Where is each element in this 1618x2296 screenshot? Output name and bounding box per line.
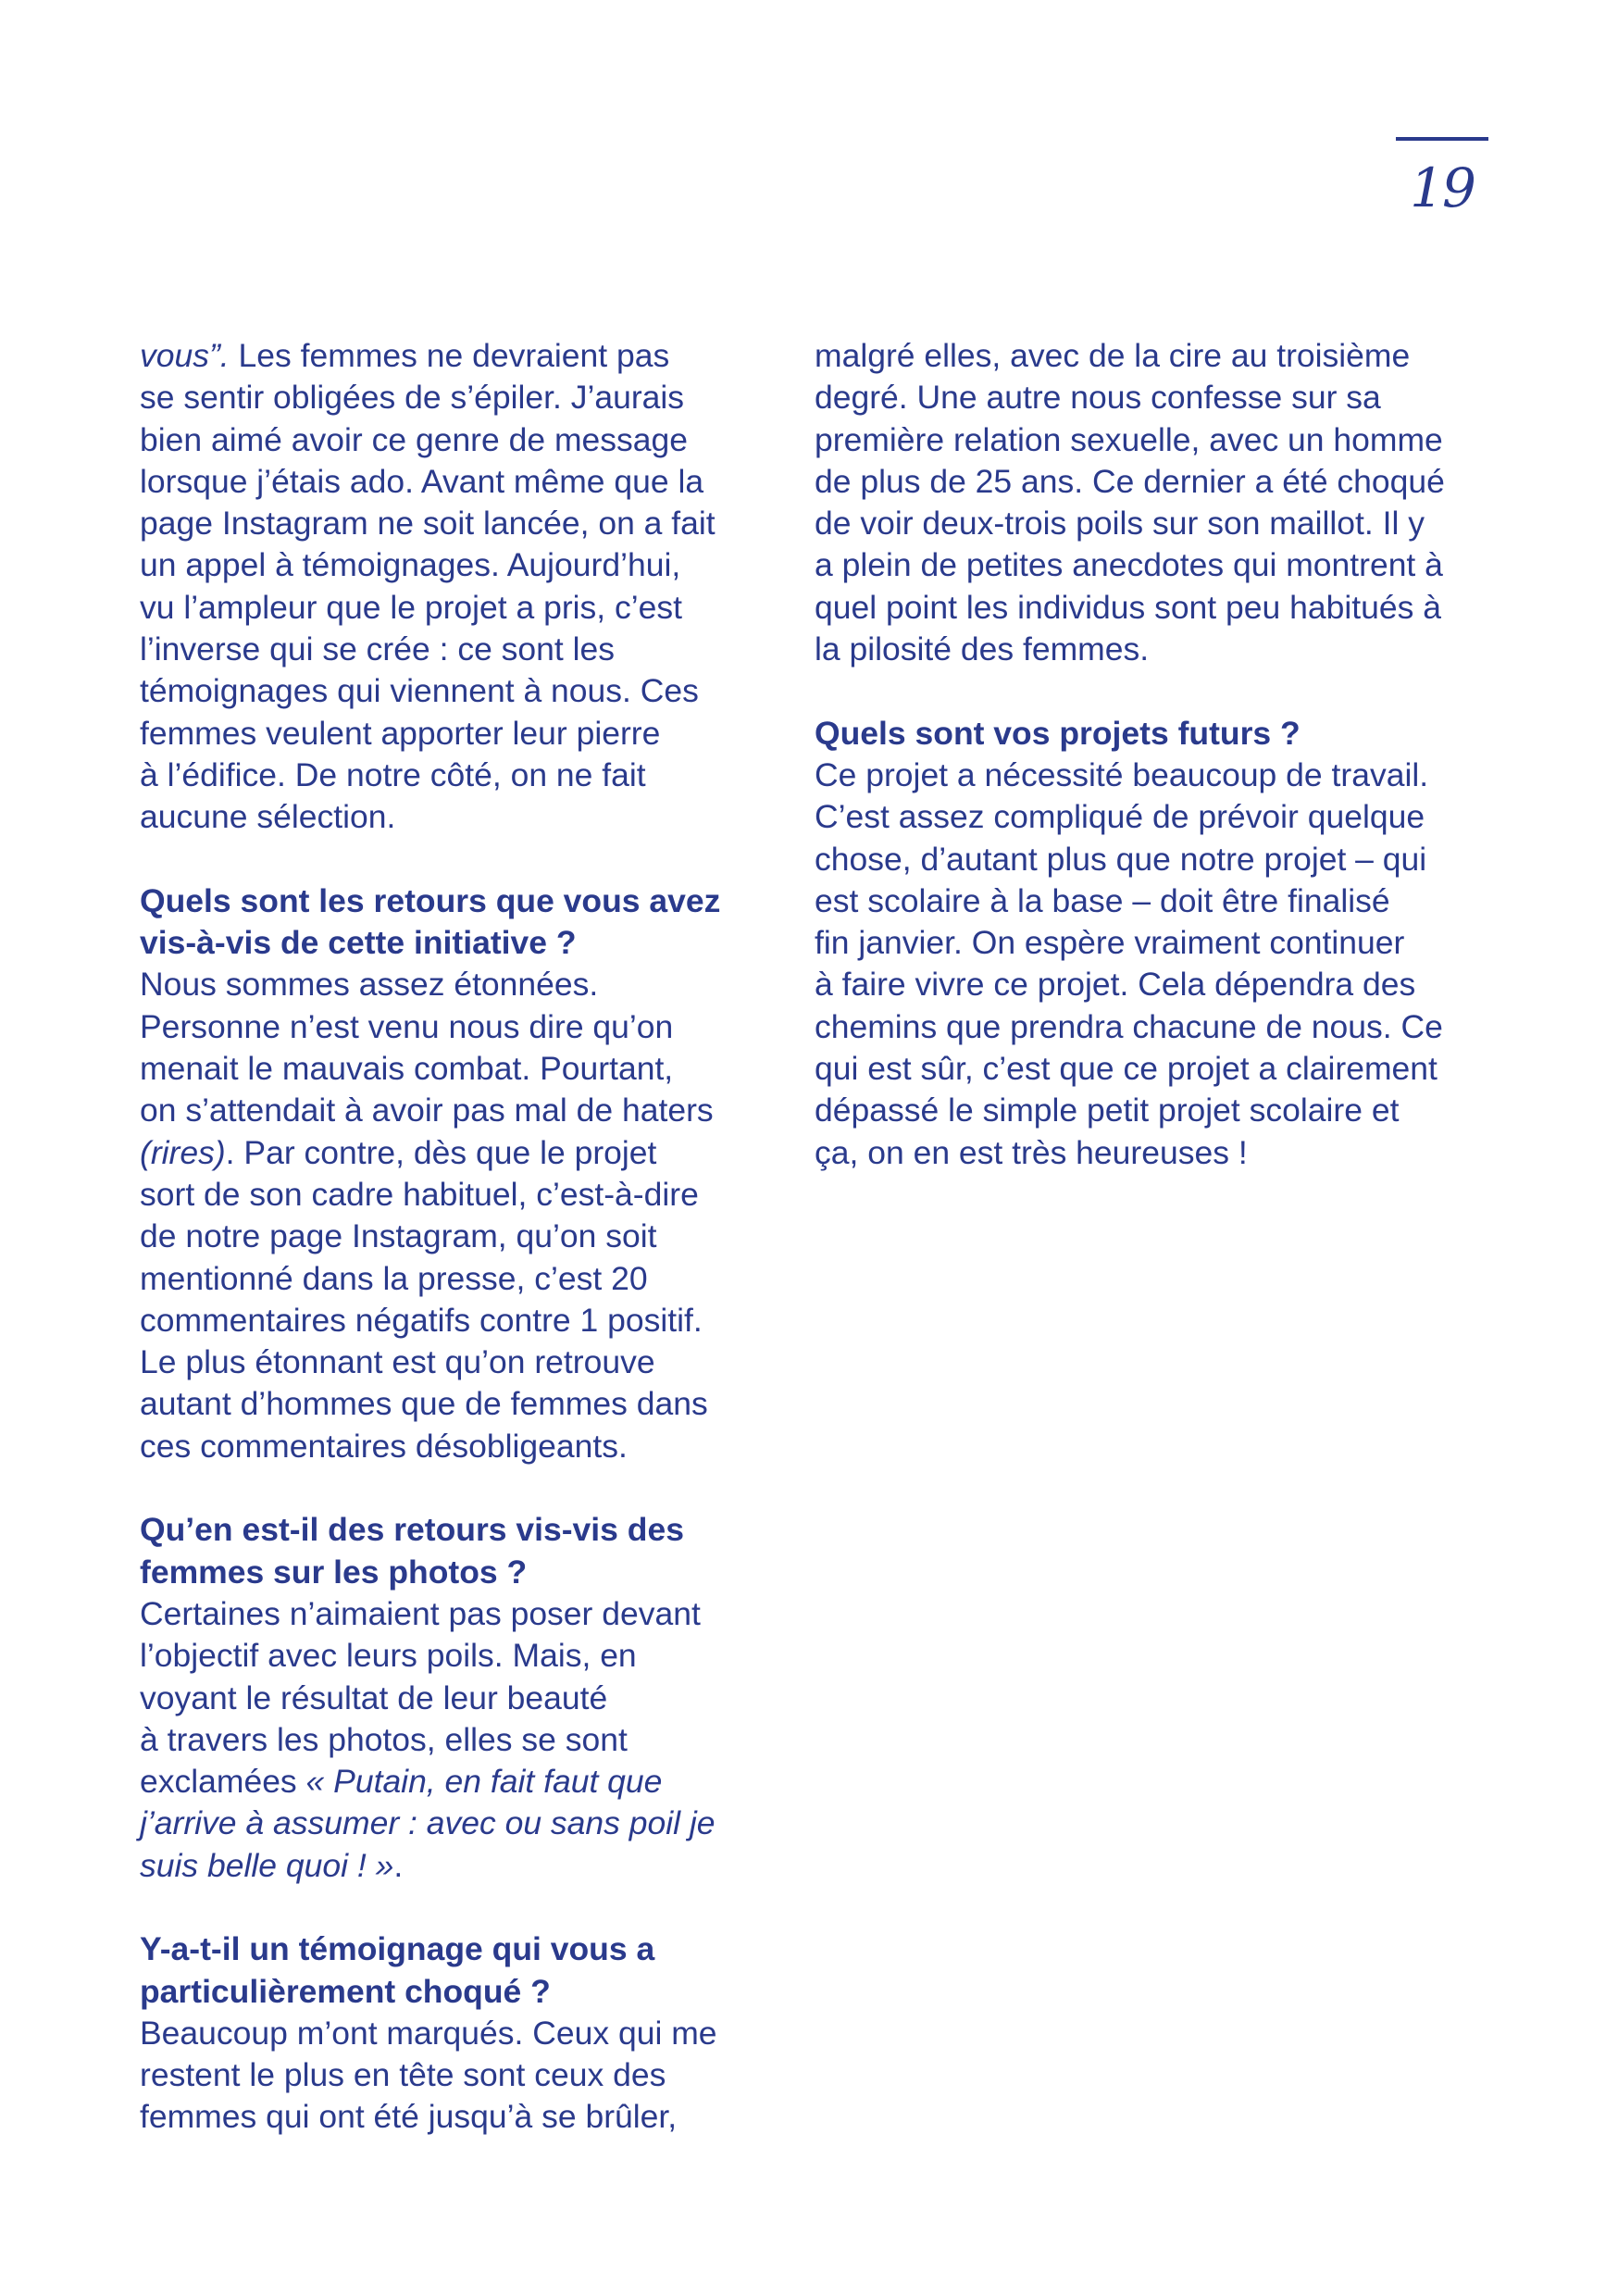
- continuation-line: a plein de petites anecdotes qui montrent à: [815, 546, 1443, 584]
- answer-line: chose, d’autant plus que notre projet – qui: [815, 840, 1427, 878]
- intro-line: un appel à témoignages. Aujourd’hui,: [140, 546, 681, 584]
- answer-line: on s’attendait à avoir pas mal de haters: [140, 1092, 714, 1129]
- question-heading-3: Y-a-t-il un témoignage qui vous a particulièrement choqué ?: [140, 1930, 655, 2010]
- answer-line: Certaines n’aimaient pas poser devant: [140, 1594, 701, 1632]
- paragraph-gap: [140, 1467, 769, 1509]
- answer-paragraph-1: [140, 964, 762, 1467]
- answer-line: chemins que prendra chacune de nous. Ce: [815, 1007, 1443, 1045]
- continuation-line: quel point les individus sont peu habitués à: [815, 588, 1441, 626]
- answer-line: (rires). Par contre, dès que le projet: [140, 1133, 657, 1171]
- answer-paragraph-2: [140, 1593, 762, 1887]
- quote-italic: suis belle quoi ! »: [140, 1846, 394, 1884]
- answer-line: menait le mauvais combat. Pourtant,: [140, 1050, 674, 1088]
- intro-line: vu l’ampleur que le projet a pris, c’est: [140, 588, 683, 626]
- answer-line: voyant le résultat de leur beauté: [140, 1678, 608, 1716]
- answer-line: Le plus étonnant est qu’on retrouve: [140, 1343, 655, 1381]
- answer-line: à faire vivre ce projet. Cela dépendra des: [815, 966, 1416, 1004]
- intro-line: lorsque j’étais ado. Avant même que la: [140, 462, 704, 500]
- question-heading-2: Qu’en est-il des retours vis-vis des femmes sur les photos ?: [140, 1511, 684, 1591]
- answer-line: ces commentaires désobligeants.: [140, 1427, 628, 1465]
- answer-line: mentionné dans la presse, c’est 20: [140, 1259, 648, 1297]
- answer-line: C’est assez compliqué de prévoir quelque: [815, 798, 1425, 836]
- left-column: [140, 335, 769, 2139]
- answer-line: exclamées « Putain, en fait faut que: [140, 1763, 663, 1801]
- answer-line: est scolaire à la base – doit être finalisé: [815, 881, 1390, 919]
- answer-line: suis belle quoi ! ».: [140, 1846, 404, 1884]
- intro-line: bien aimé avoir ce genre de message: [140, 420, 689, 458]
- intro-lead-italic: vous”.: [140, 337, 230, 374]
- answer-line: de notre page Instagram, qu’on soit: [140, 1217, 657, 1255]
- intro-line: l’inverse qui se crée : ce sont les: [140, 630, 616, 668]
- intro-line: à l’édifice. De notre côté, on ne fait: [140, 755, 646, 793]
- answer-line: Beaucoup m’ont marqués. Ceux qui me: [140, 2014, 717, 2052]
- quote-italic: j’arrive à assumer : avec ou sans poil je: [140, 1804, 716, 1842]
- intro-line: se sentir obligées de s’épiler. J’aurais: [140, 379, 685, 417]
- question-heading-1: Quels sont les retours que vous avez vis-à-vis de cette initiative ?: [140, 881, 721, 962]
- paragraph-gap: [815, 670, 1500, 712]
- intro-line: aucune sélection.: [140, 798, 396, 836]
- answer-line: l’objectif avec leurs poils. Mais, en: [140, 1637, 637, 1675]
- answer-line: qui est sûr, c’est que ce projet a clairement: [815, 1050, 1438, 1088]
- quote-italic: « Putain, en fait faut que: [305, 1763, 663, 1801]
- answer-line: à travers les photos, elles se sont: [140, 1720, 628, 1758]
- answer-paragraph-3: [140, 2013, 762, 2139]
- continuation-line: de plus de 25 ans. Ce dernier a été choqué: [815, 462, 1445, 500]
- continuation-line: malgré elles, avec de la cire au troisième: [815, 337, 1411, 374]
- continuation-line: la pilosité des femmes.: [815, 630, 1150, 668]
- page-number: 19: [1410, 156, 1475, 219]
- answer-line: dépassé le simple petit projet scolaire et: [815, 1092, 1400, 1129]
- answer-line: femmes qui ont été jusqu’à se brûler,: [140, 2098, 678, 2136]
- answer-line: autant d’hommes que de femmes dans: [140, 1385, 708, 1423]
- intro-line: vous”. Les femmes ne devraient pas: [140, 337, 670, 374]
- continuation-paragraph: [815, 335, 1500, 670]
- answer-line: fin janvier. On espère vraiment continuer: [815, 924, 1405, 962]
- intro-line: femmes veulent apporter leur pierre: [140, 714, 661, 752]
- question-heading-4: Quels sont vos projets futurs ?: [815, 714, 1301, 752]
- answer-line: sort de son cadre habituel, c’est-à-dire: [140, 1175, 699, 1213]
- continuation-line: de voir deux-trois poils sur son maillot. Il y: [815, 505, 1425, 543]
- rires-italic: (rires): [140, 1133, 226, 1171]
- answer-line: Ce projet a nécessité beaucoup de travail.: [815, 755, 1429, 793]
- answer-line: restent le plus en tête sont ceux des: [140, 2056, 666, 2094]
- paragraph-gap: [140, 1887, 769, 1928]
- answer-line: [140, 1803, 762, 1844]
- paragraph-gap: [140, 839, 769, 880]
- continuation-line: degré. Une autre nous confesse sur sa: [815, 379, 1381, 417]
- answer-line: ça, on en est très heureuses !: [815, 1133, 1248, 1171]
- answer-paragraph-4: [815, 755, 1500, 1174]
- intro-paragraph: [140, 335, 762, 839]
- answer-line: Personne n’est venu nous dire qu’on: [140, 1007, 674, 1045]
- answer-line: Nous sommes assez étonnées.: [140, 966, 599, 1004]
- right-column: [815, 335, 1500, 1174]
- continuation-line: première relation sexuelle, avec un homme: [815, 420, 1443, 458]
- intro-line: page Instagram ne soit lancée, on a fait: [140, 505, 716, 543]
- page-number-rule: [1396, 137, 1488, 141]
- answer-line: commentaires négatifs contre 1 positif.: [140, 1301, 703, 1339]
- intro-line: témoignages qui viennent à nous. Ces: [140, 672, 699, 710]
